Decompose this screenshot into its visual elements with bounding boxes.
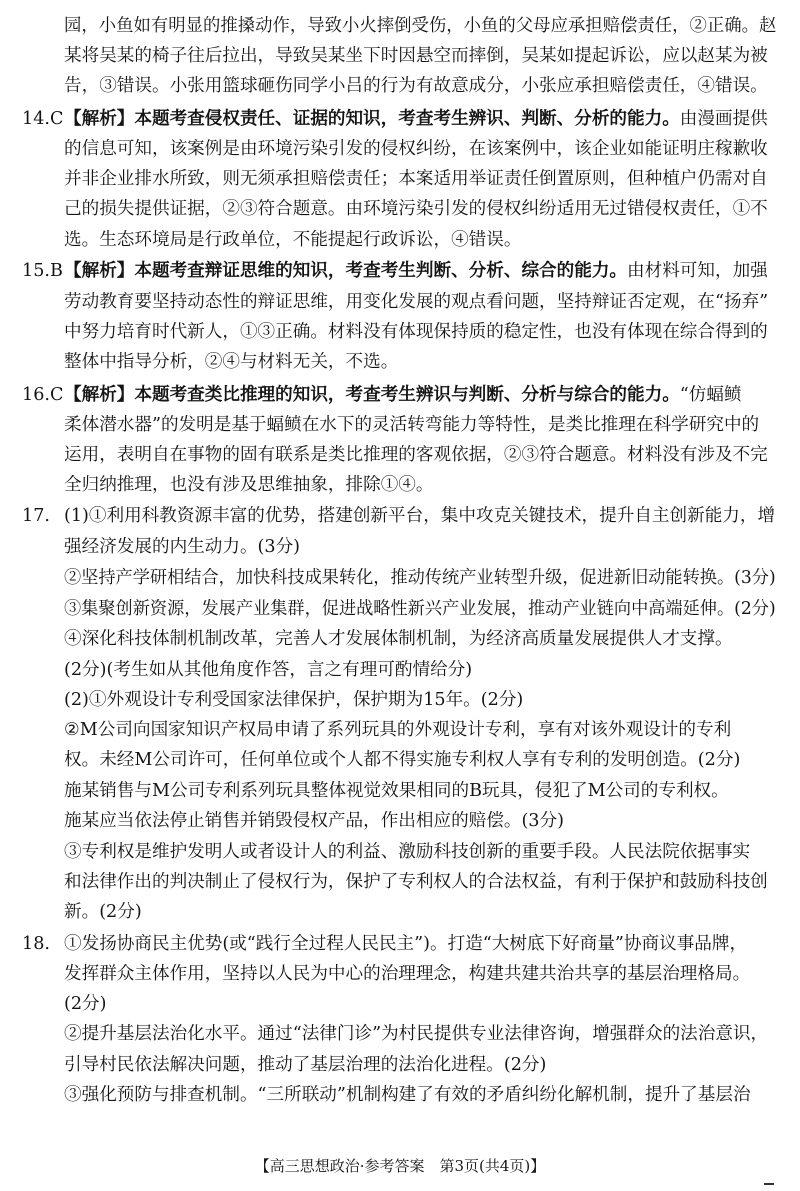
line-text: 和法律作出的判决制止了侵权行为，保护了专利权人的合法权益，有利于保护和鼓励科技创 <box>64 872 768 892</box>
line-text: 引导村民依法解决问题，推动了基层治理的法治化进程。(2分) <box>64 1055 547 1075</box>
line-text: 由材料可知，加强 <box>627 261 768 281</box>
question-number: 17. <box>22 506 50 526</box>
line-text: (2分)(考生如从其他角度作答，言之有理可酌情给分) <box>64 660 473 680</box>
line-text: (1)①利用科教资源丰富的优势，搭建创新平台，集中攻克关键技术，提升自主创新能力，增 <box>64 506 776 526</box>
line-text: ④深化科技体制机制改革，完善人才发展体制机制，为经济高质量发展提供人才支撑。 <box>64 629 733 649</box>
question-number: 15.B <box>22 261 63 281</box>
page-footer: 【高三思想政治·参考答案 第3页(共4页)】 <box>254 1157 546 1175</box>
line-text: 园，小鱼如有明显的推搡动作，导致小火摔倒受伤，小鱼的父母应承担赔偿责任，②正确。赵 <box>64 16 777 36</box>
line-text: 的信息可知，该案例是由环境污染引发的侵权纠纷，在该案例中，该企业如能证明庄稼歉收 <box>64 139 768 159</box>
line-text: 并非企业排水所致，则无须承担赔偿责任；本案适用举证责任倒置原则，但种植户仍需对自 <box>64 169 768 189</box>
question-number: 16.C <box>22 385 64 405</box>
analysis-heading: 【解析】本题考查辩证思维的知识，考查考生判断、分析、综合的能力。 <box>64 260 628 281</box>
line-text: 某将吴某的椅子往后拉出，导致吴某坐下时因悬空而摔倒，吴某如提起诉讼，应以赵某为被 <box>64 46 768 66</box>
line-text: “仿蝠鲼 <box>679 385 742 405</box>
line-text: 己的损失提供证据，②③符合题意。由环境污染引发的侵权纠纷适用无过错侵权责任，①不 <box>64 199 768 219</box>
corner-mark <box>764 1183 774 1185</box>
question-number: 14.C <box>22 109 64 129</box>
line-text: 由漫画提供 <box>679 109 768 129</box>
line-text: ③集聚创新资源，发展产业集群，促进战略性新兴产业发展，推动产业链向中高端延伸。(2分) <box>64 599 776 619</box>
line-text: 运用，表明自在事物的固有联系是类比推理的客观依据，②③符合题意。材料没有涉及不完 <box>64 445 768 465</box>
line-text: ③强化预防与排查机制。“三所联动”机制构建了有效的矛盾纠纷化解机制，提升了基层治 <box>64 1085 751 1105</box>
line-text: ②提升基层法治化水平。通过“法律门诊”为村民提供专业法律咨询，增强群众的法治意识， <box>64 1024 769 1044</box>
line-text: 强经济发展的内生动力。(3分) <box>64 537 301 557</box>
line-text: 劳动教育要坚持动态性的辩证思维，用变化发展的观点看问题，坚持辩证否定观，在“扬弃” <box>64 292 769 312</box>
line-text: (2)①外观设计专利受国家法律保护，保护期为15年。(2分) <box>64 690 524 710</box>
line-text: (2分) <box>64 994 107 1014</box>
analysis-heading: 【解析】本题考查侵权责任、证据的知识，考查考生辨识、判断、分析的能力。 <box>64 108 680 129</box>
line-text: 施某应当依法停止销售并销毁侵权产品，作出相应的赔偿。(3分) <box>64 811 564 831</box>
line-text: ①发扬协商民主优势(或“践行全过程人民民主”)。打造“大树底下好商量”协商议事品牌， <box>64 934 748 954</box>
line-text: 施某销售与M公司专利系列玩具整体视觉效果相同的B玩具，侵犯了M公司的专利权。 <box>64 781 729 801</box>
line-text: ②坚持产学研相结合，加快科技成果转化，推动传统产业转型升级，促进新旧动能转换。(3分) <box>64 568 776 588</box>
line-text: ③专利权是维护发明人或者设计人的利益、激励科技创新的重要手段。人民法院依据事实 <box>64 842 751 862</box>
line-text: 选。生态环境局是行政单位，不能提起行政诉讼，④错误。 <box>64 230 522 250</box>
analysis-heading: 【解析】本题考查类比推理的知识，考查考生辨识与判断、分析与综合的能力。 <box>64 384 680 405</box>
line-text: ②M公司向国家知识产权局申请了系列玩具的外观设计专利，享有对该外观设计的专利 <box>64 720 732 740</box>
line-text: 整体中指导分析，②④与材料无关，不选。 <box>64 352 399 372</box>
question-number: 18. <box>22 934 50 954</box>
line-text: 发挥群众主体作用，坚持以人民为中心的治理理念，构建共建共治共享的基层治理格局。 <box>64 964 751 984</box>
line-text: 告，③错误。小张用篮球砸伤同学小吕的行为有故意成分，小张应承担赔偿责任，④错误。 <box>64 76 768 96</box>
line-text: 全归纳推理，也没有涉及思维抽象，排除①④。 <box>64 475 434 495</box>
line-text: 权。未经M公司许可，任何单位或个人都不得实施专利权人享有专利的发明创造。(2分) <box>64 750 741 770</box>
line-text: 新。(2分) <box>64 902 142 922</box>
line-text: 中努力培育时代新人，①③正确。材料没有体现保持质的稳定性，也没有体现在综合得到的 <box>64 322 768 342</box>
line-text: 柔体潜水器”的发明是基于蝠鲼在水下的灵活转弯能力等特性，是类比推理在科学研究中的 <box>64 415 760 435</box>
